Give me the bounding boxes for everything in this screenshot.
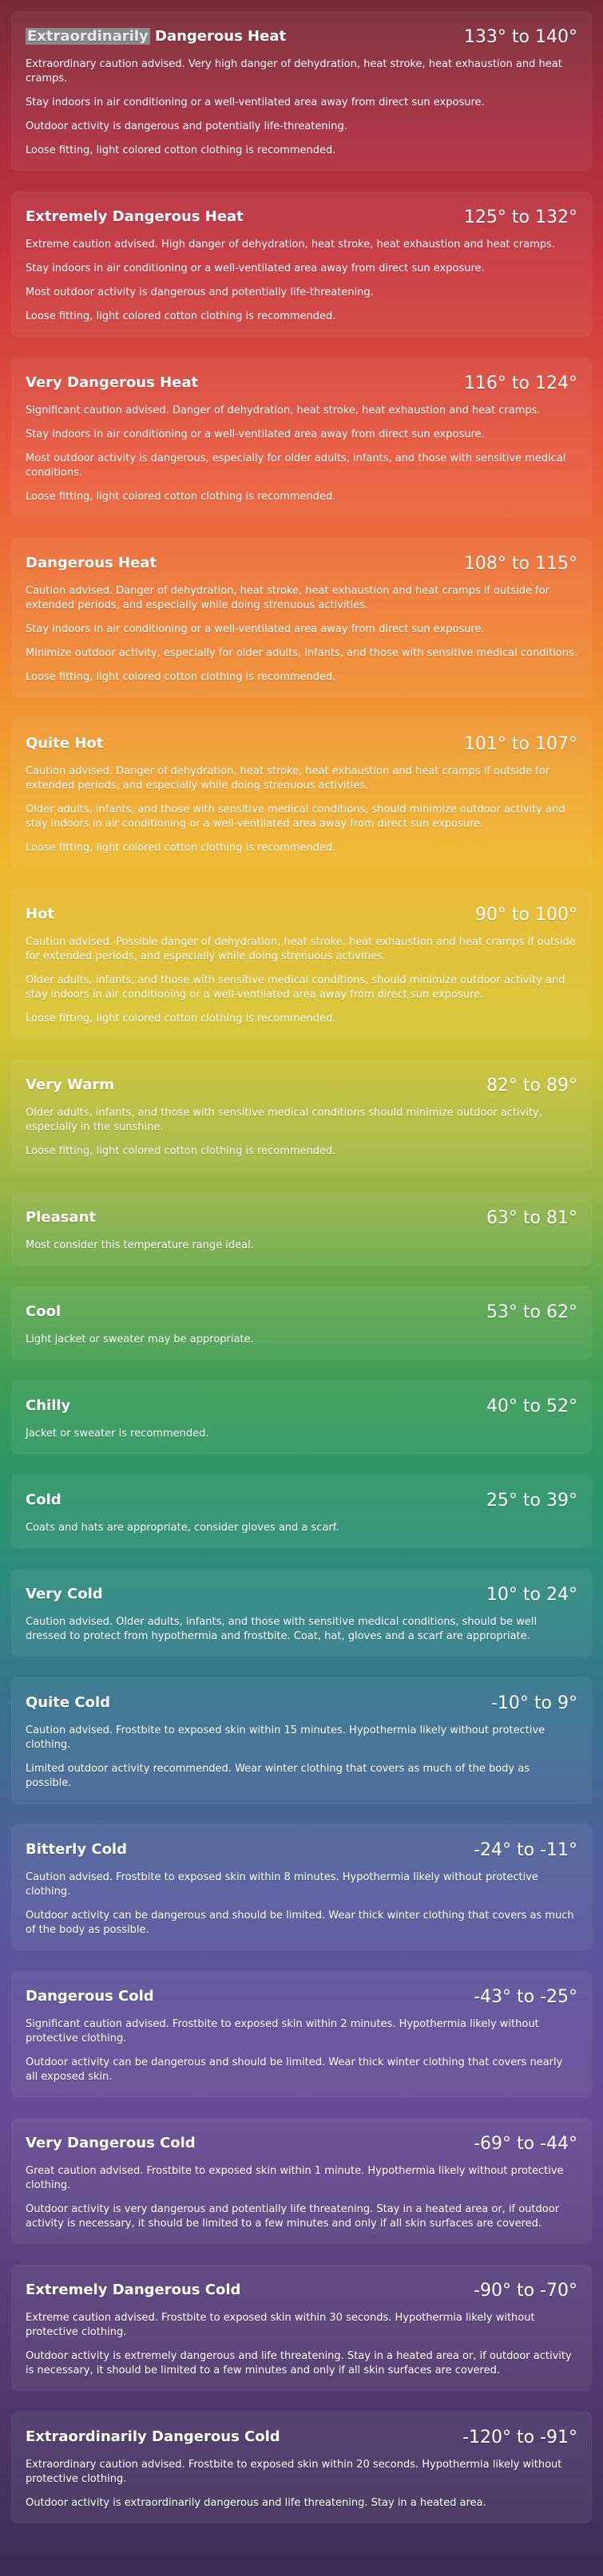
- advice-list: [26, 935, 577, 1026]
- advice-line: Stay indoors in air conditioning or a well-ventilated area away from direct sun exposure.: [26, 429, 485, 441]
- card-header: [26, 905, 577, 926]
- category-title: Quite Hot: [26, 735, 104, 752]
- advice-list: [26, 404, 577, 504]
- selected-text-highlight: Extraordinarily: [27, 28, 149, 45]
- advice-list: [26, 1615, 577, 1644]
- card-header: [26, 1208, 577, 1229]
- advice-line: Extraordinary caution advised. Very high danger of dehydration, heat stroke, heat exhaustion and heat cramps.: [26, 58, 562, 85]
- card-header: [26, 1840, 577, 1861]
- temperature-category-card: [11, 2265, 592, 2391]
- advice-line: Coats and hats are appropriate, consider gloves and a scarf.: [26, 1522, 339, 1534]
- advice-list: [26, 238, 577, 324]
- category-title: Very Dangerous Heat: [26, 374, 199, 391]
- advice-line: Stay indoors in air conditioning or a well-ventilated area away from direct sun exposure.: [26, 263, 485, 275]
- temperature-range: 116° to 124°: [463, 373, 577, 393]
- advice-line: Stay indoors in air conditioning or a well-ventilated area away from direct sun exposure.: [26, 623, 485, 635]
- temperature-category-card: [11, 1475, 592, 1548]
- category-title: Very Dangerous Cold: [26, 2135, 196, 2151]
- advice-line: Stay indoors in air conditioning or a well-ventilated area away from direct sun exposure.: [26, 97, 485, 109]
- category-title: Quite Cold: [26, 1694, 110, 1711]
- advice-line: Caution advised. Older adults, infants, and those with sensitive medical conditions, should be well dressed to protect from hypothermia and frostbite. Coat, hat, gloves and a scarf are appropriate.: [26, 1616, 538, 1642]
- category-title: Dangerous Heat: [26, 555, 157, 571]
- card-header: [26, 1987, 577, 2008]
- card-header: [26, 1302, 577, 1323]
- advice-list: [26, 1333, 577, 1347]
- temperature-category-card: [11, 1971, 592, 2097]
- advice-list: [26, 1871, 577, 1938]
- advice-list: [26, 2017, 577, 2084]
- card-header: [26, 1585, 577, 1606]
- temperature-range: 90° to 100°: [474, 905, 577, 925]
- advice-line: Most consider this temperature range ideal.: [26, 1239, 254, 1251]
- advice-line: Loose fitting, light colored cotton clothing is recommended.: [26, 842, 336, 854]
- temperature-range: 125° to 132°: [463, 207, 577, 227]
- advice-line: Most outdoor activity is dangerous, especially for older adults, infants, and those with sensitive medical conditions.: [26, 452, 566, 479]
- advice-line: Limited outdoor activity recommended. Wear winter clothing that covers as much of the body as possible.: [26, 1763, 530, 1789]
- advice-line: Caution advised. Possible danger of dehydration, heat stroke, heat exhaustion and heat cramps if outside for extended periods, and especially while doing strenuous activities.: [26, 936, 576, 962]
- advice-line: Loose fitting, light colored cotton clothing is recommended.: [26, 671, 336, 683]
- advice-list: [26, 765, 577, 855]
- advice-line: Great caution advised. Frostbite to exposed skin within 1 minute. Hypothermia likely without protective clothing.: [26, 2165, 564, 2191]
- category-title: Bitterly Cold: [26, 1841, 127, 1858]
- advice-line: Caution advised. Danger of dehydration, heat stroke, heat exhaustion and heat cramps if outside for extended periods, and especially while doing strenuous activities.: [26, 585, 549, 611]
- card-header: [26, 2428, 577, 2448]
- advice-line: Loose fitting, light colored cotton clothing is recommended.: [26, 491, 336, 503]
- card-header: [26, 554, 577, 575]
- temperature-range: -90° to -70°: [474, 2281, 577, 2301]
- category-title: Extremely Dangerous Heat: [26, 208, 244, 225]
- advice-line: Extreme caution advised. High danger of dehydration, heat stroke, heat exhaustion and heat cramps.: [26, 239, 555, 251]
- temperature-category-card: [11, 1824, 592, 1950]
- advice-line: Outdoor activity is extraordinarily dangerous and life threatening. Stay in a heated area.: [26, 2497, 486, 2509]
- advice-list: [26, 1106, 577, 1159]
- advice-line: Significant caution advised. Frostbite to exposed skin within 2 minutes. Hypothermia likely without protective clothing.: [26, 2018, 539, 2045]
- advice-line: Significant caution advised. Danger of dehydration, heat stroke, heat exhaustion and heat cramps.: [26, 405, 541, 417]
- temperature-range: -24° to -11°: [474, 1840, 577, 1860]
- advice-line: Minimize outdoor activity, especially for older adults, infants, and those with sensitive medical conditions.: [26, 647, 577, 659]
- temperature-range: -120° to -91°: [462, 2428, 577, 2448]
- advice-line: Jacket or sweater is recommended.: [26, 1428, 209, 1440]
- advice-line: Extraordinary caution advised. Frostbite to exposed skin within 20 seconds. Hypothermia likely without protective clothing.: [26, 2459, 562, 2485]
- category-title: Cool: [26, 1303, 61, 1320]
- advice-line: Loose fitting, light colored cotton clothing is recommended.: [26, 1013, 336, 1025]
- temperature-range: -69° to -44°: [474, 2134, 577, 2154]
- temperature-category-card: [11, 1060, 592, 1171]
- advice-line: Outdoor activity is very dangerous and potentially life threatening. Stay in a heated area or, if outdoor activity is necessary, it should be limited to a few minutes and only if all skin surfaces are covered.: [26, 2203, 560, 2230]
- advice-list: [26, 2164, 577, 2231]
- advice-line: Outdoor activity is extremely dangerous and life threatening. Stay in a heated area or, if outdoor activity is necessary, it should be limited to a few minutes and only if all skin surfaces are covered.: [26, 2350, 572, 2376]
- category-title: [26, 27, 286, 46]
- advice-line: Outdoor activity can be dangerous and should be limited. Wear thick winter clothing that covers nearly all exposed skin.: [26, 2056, 563, 2083]
- category-title: Pleasant: [26, 1209, 96, 1226]
- category-title: Cold: [26, 1491, 61, 1508]
- advice-list: [26, 1427, 577, 1441]
- advice-line: Caution advised. Frostbite to exposed skin within 15 minutes. Hypothermia likely without protective clothing.: [26, 1725, 545, 1751]
- category-title: Chilly: [26, 1397, 71, 1414]
- category-title: Very Cold: [26, 1586, 103, 1602]
- card-header: [26, 1491, 577, 1511]
- temperature-category-card: [11, 889, 592, 1039]
- temperature-category-card: [11, 11, 592, 171]
- temperature-category-card: [11, 1381, 592, 1454]
- temperature-range: -43° to -25°: [474, 1987, 577, 2007]
- advice-line: Outdoor activity can be dangerous and should be limited. Wear thick winter clothing that covers as much of the body as possible.: [26, 1910, 574, 1936]
- card-header: [26, 1397, 577, 1417]
- advice-line: Most outdoor activity is dangerous and potentially life-threatening.: [26, 286, 374, 298]
- category-title: Extremely Dangerous Cold: [26, 2282, 241, 2298]
- advice-list: [26, 1724, 577, 1791]
- advice-line: Older adults, infants, and those with sensitive medical conditions, should minimize outdoor activity and stay indoors in air conditioning or a well-ventilated area away from direct sun exposure.: [26, 804, 565, 830]
- card-header: [26, 207, 577, 228]
- temperature-range: 25° to 39°: [486, 1491, 577, 1511]
- advice-line: Older adults, infants, and those with sensitive medical conditions should minimize outdoor activity, especially in the sunshine.: [26, 1107, 542, 1133]
- temperature-category-card: [11, 192, 592, 337]
- temperature-category-card: [11, 1677, 592, 1804]
- advice-line: Older adults, infants, and those with sensitive medical conditions, should minimize outdoor activity and stay indoors in air conditioning or a well-ventilated area away from direct sun exposure.: [26, 974, 565, 1001]
- advice-list: [26, 584, 577, 685]
- advice-list: [26, 57, 577, 158]
- advice-list: [26, 2311, 577, 2378]
- advice-line: Caution advised. Danger of dehydration, heat stroke, heat exhaustion and heat cramps if outside for extended periods, and especially while doing strenuous activities.: [26, 765, 549, 792]
- temperature-range: 53° to 62°: [486, 1302, 577, 1322]
- temperature-category-card: [11, 538, 592, 697]
- temperature-category-card: [11, 1569, 592, 1657]
- card-header: [26, 373, 577, 394]
- temperature-category-card: [11, 2412, 592, 2523]
- temperature-range: 133° to 140°: [463, 27, 577, 47]
- temperature-category-card: [11, 1286, 592, 1360]
- category-title: Hot: [26, 906, 55, 923]
- temperature-range: 63° to 81°: [486, 1208, 577, 1228]
- advice-line: Caution advised. Frostbite to exposed skin within 8 minutes. Hypothermia likely without protective clothing.: [26, 1871, 538, 1898]
- advice-list: [26, 2458, 577, 2511]
- temperature-category-card: [11, 1192, 592, 1266]
- card-header: [26, 27, 577, 48]
- advice-list: [26, 1521, 577, 1535]
- category-title: Very Warm: [26, 1077, 115, 1093]
- advice-line: Light jacket or sweater may be appropriate.: [26, 1333, 254, 1345]
- advice-list: [26, 1239, 577, 1253]
- card-header: [26, 1076, 577, 1096]
- advice-line: Loose fitting, light colored cotton clothing is recommended.: [26, 310, 336, 322]
- temperature-category-card: [11, 2118, 592, 2244]
- temperature-range: 40° to 52°: [486, 1397, 577, 1416]
- temperature-category-card: [11, 718, 592, 868]
- temperature-range: 108° to 115°: [463, 554, 577, 574]
- advice-line: Extreme caution advised. Frostbite to exposed skin within 30 seconds. Hypothermia likely without protective clothing.: [26, 2312, 535, 2338]
- temperature-range: 10° to 24°: [486, 1585, 577, 1605]
- temperature-range: 82° to 89°: [486, 1076, 577, 1096]
- temperature-range: 101° to 107°: [463, 734, 577, 754]
- temperature-range: -10° to 9°: [490, 1693, 577, 1713]
- category-title: Dangerous Cold: [26, 1988, 154, 2005]
- advice-line: Loose fitting, light colored cotton clothing is recommended.: [26, 1145, 336, 1157]
- advice-line: Outdoor activity is dangerous and potentially life-threatening.: [26, 121, 347, 132]
- card-header: [26, 2281, 577, 2301]
- temperature-category-card: [11, 358, 592, 517]
- category-title: Extraordinarily Dangerous Cold: [26, 2428, 280, 2445]
- card-header: [26, 1693, 577, 1714]
- card-header: [26, 2134, 577, 2155]
- advice-line: Loose fitting, light colored cotton clothing is recommended.: [26, 144, 336, 156]
- card-header: [26, 734, 577, 755]
- category-title-rest: Dangerous Heat: [149, 28, 287, 45]
